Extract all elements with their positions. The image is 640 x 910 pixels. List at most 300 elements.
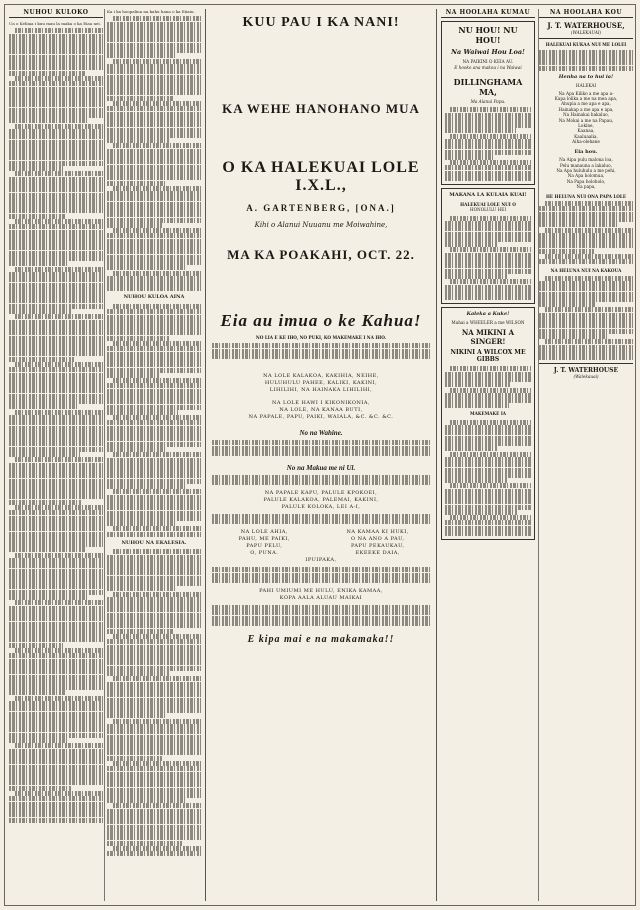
text-line bbox=[107, 809, 201, 814]
text-line bbox=[107, 650, 201, 655]
text-line bbox=[107, 43, 201, 48]
text-line bbox=[450, 216, 531, 221]
text-line bbox=[445, 263, 531, 268]
text-line bbox=[539, 334, 607, 339]
text-line bbox=[107, 138, 169, 143]
text-line bbox=[9, 733, 103, 738]
text-line bbox=[9, 71, 85, 76]
text-line bbox=[9, 452, 80, 457]
text-line bbox=[9, 325, 103, 330]
text-line bbox=[107, 244, 201, 249]
item-list bbox=[539, 91, 633, 145]
text-line bbox=[15, 553, 103, 558]
text-line bbox=[107, 788, 201, 793]
text-line bbox=[9, 754, 103, 759]
text-line bbox=[107, 463, 201, 468]
column-rule bbox=[104, 9, 105, 901]
text-line bbox=[107, 576, 201, 581]
text-line bbox=[113, 634, 201, 639]
text-line bbox=[9, 690, 65, 695]
text-line bbox=[450, 388, 531, 393]
text-line bbox=[445, 237, 531, 242]
text-line bbox=[107, 724, 201, 729]
halekuai-ad bbox=[441, 188, 535, 304]
text-line bbox=[9, 765, 103, 770]
text-line bbox=[107, 239, 201, 244]
text-line bbox=[450, 134, 531, 139]
text-line bbox=[9, 166, 63, 171]
text-line bbox=[445, 494, 531, 499]
text-line bbox=[9, 780, 103, 785]
list-line: PAHU, ME PAIKI, bbox=[238, 536, 291, 543]
text-line bbox=[107, 825, 201, 830]
ad-title: KUU PAU I KA NANI! bbox=[242, 15, 400, 30]
text-line bbox=[107, 431, 201, 436]
text-line bbox=[9, 659, 103, 664]
text-line bbox=[107, 218, 201, 223]
list-line: O, PUNA. bbox=[250, 550, 279, 557]
dense-text-block bbox=[212, 343, 430, 359]
text-line bbox=[107, 207, 201, 212]
text-line bbox=[9, 812, 103, 817]
column-local-news bbox=[9, 9, 103, 901]
text-line bbox=[9, 622, 103, 627]
text-line bbox=[107, 122, 201, 127]
text-line bbox=[9, 97, 103, 102]
text-line bbox=[107, 249, 201, 254]
text-line bbox=[445, 473, 531, 478]
text-line bbox=[9, 134, 103, 139]
text-line bbox=[212, 567, 430, 572]
text-line bbox=[107, 22, 201, 27]
text-line bbox=[545, 307, 633, 312]
text-line bbox=[107, 772, 201, 777]
list-line: NA PAPALE, PAPU, PAIKI, WAIALA, &C. &C. &C. bbox=[248, 414, 394, 421]
text-line bbox=[9, 494, 103, 499]
text-line bbox=[107, 814, 201, 819]
text-line bbox=[445, 113, 531, 118]
text-line bbox=[9, 87, 103, 92]
list-item: Na Apa Kiliko a me apa a- bbox=[558, 90, 614, 96]
text-line bbox=[9, 92, 103, 97]
text-line bbox=[113, 16, 201, 21]
list-item: Hainakap a me apa e apa, bbox=[558, 106, 614, 112]
text-line bbox=[9, 261, 68, 266]
text-line bbox=[15, 76, 103, 81]
text-line bbox=[107, 613, 201, 618]
text-line bbox=[445, 290, 531, 295]
text-line bbox=[539, 286, 633, 291]
text-line bbox=[107, 682, 201, 687]
text-line bbox=[15, 314, 103, 319]
text-line bbox=[9, 150, 103, 155]
ad-line: HONOLULU HEI bbox=[469, 207, 507, 213]
text-line bbox=[9, 595, 88, 600]
text-line bbox=[107, 841, 182, 846]
text-line bbox=[212, 440, 430, 445]
section-heading: HE HELUNA NUI ONA PAPA LOLE bbox=[545, 193, 627, 199]
text-line bbox=[539, 50, 633, 55]
text-line bbox=[9, 606, 103, 611]
list-item: Lokine, bbox=[578, 123, 594, 129]
text-line bbox=[445, 468, 531, 473]
text-line bbox=[9, 404, 77, 409]
text-line bbox=[107, 623, 201, 628]
ad-line: MAKEMAKE IA bbox=[469, 411, 507, 417]
text-line bbox=[107, 777, 201, 782]
list-line: O NA ANO A PAU, bbox=[350, 536, 405, 543]
store-name: DILLINGHAMA MA, bbox=[453, 76, 523, 97]
dense-text-block bbox=[445, 420, 531, 536]
text-line bbox=[107, 473, 201, 478]
two-column-list bbox=[212, 529, 430, 557]
text-line bbox=[107, 597, 201, 602]
text-line bbox=[445, 398, 531, 403]
text-line bbox=[113, 761, 201, 766]
text-line bbox=[445, 372, 531, 377]
text-line bbox=[107, 687, 201, 692]
text-line bbox=[9, 563, 103, 568]
text-line bbox=[107, 745, 201, 750]
text-line bbox=[9, 463, 103, 468]
text-line bbox=[445, 526, 531, 531]
text-line bbox=[107, 521, 175, 526]
list-line: NA LOLE HAWI I KIKONIKONIA, bbox=[271, 400, 371, 407]
text-line bbox=[9, 187, 103, 192]
list-line: PAPU PEKAUKAU, bbox=[350, 543, 405, 550]
dense-text-block bbox=[212, 567, 430, 583]
text-line bbox=[9, 388, 103, 393]
section-heading: NA HELUNA NUI NA KAKOUA bbox=[550, 268, 622, 274]
text-line bbox=[107, 399, 201, 404]
text-line bbox=[545, 339, 633, 344]
dense-text-block bbox=[445, 107, 531, 181]
text-line bbox=[107, 175, 201, 180]
text-line bbox=[9, 468, 103, 473]
text-line bbox=[9, 722, 103, 727]
text-line bbox=[107, 586, 177, 591]
text-line bbox=[445, 274, 507, 279]
text-line bbox=[445, 150, 531, 155]
text-line bbox=[107, 336, 170, 341]
text-line bbox=[107, 420, 201, 425]
text-line bbox=[113, 452, 201, 457]
text-line bbox=[9, 394, 103, 399]
text-line bbox=[9, 367, 103, 372]
text-line bbox=[9, 447, 103, 452]
text-line bbox=[9, 653, 103, 658]
text-line bbox=[107, 505, 201, 510]
text-line bbox=[450, 452, 531, 457]
list-item: Kaanaa, bbox=[577, 128, 595, 134]
text-line bbox=[445, 253, 531, 258]
text-line bbox=[9, 203, 103, 208]
text-line bbox=[9, 516, 103, 521]
text-line bbox=[107, 560, 201, 565]
text-line bbox=[9, 251, 103, 256]
text-line bbox=[107, 394, 201, 399]
text-line bbox=[107, 48, 201, 53]
column-header: NA HOOLAHA KOU bbox=[539, 9, 633, 18]
text-line bbox=[9, 298, 103, 303]
list-line: NA KAMAA KI HUKI, bbox=[346, 529, 409, 536]
text-line bbox=[445, 499, 531, 504]
text-line bbox=[9, 500, 82, 505]
text-line bbox=[107, 260, 201, 265]
text-line bbox=[212, 616, 430, 621]
text-line bbox=[107, 212, 201, 217]
text-line bbox=[445, 531, 531, 536]
text-line bbox=[107, 325, 201, 330]
text-line bbox=[107, 410, 178, 415]
proprietor: A. GARTENBERG, [ONA.] bbox=[246, 203, 396, 213]
dense-text-block bbox=[9, 28, 103, 822]
list-line: EKEEKE DAIA, bbox=[355, 550, 400, 557]
text-line bbox=[9, 113, 103, 118]
text-line bbox=[107, 442, 201, 447]
text-line bbox=[107, 851, 201, 856]
text-line bbox=[9, 49, 103, 54]
text-line bbox=[9, 198, 103, 203]
text-line bbox=[445, 478, 507, 483]
text-line bbox=[107, 740, 201, 745]
ad-title: NU HOU! NU HOU! bbox=[458, 25, 518, 45]
text-line bbox=[107, 96, 173, 101]
ad-line: HALEKUAI LOLE NUI O bbox=[460, 201, 516, 207]
text-line bbox=[539, 249, 594, 254]
text-line bbox=[107, 835, 201, 840]
text-line bbox=[107, 281, 201, 286]
text-line bbox=[107, 330, 201, 335]
text-line bbox=[9, 208, 103, 213]
text-line bbox=[445, 489, 531, 494]
list-line: NA LOLE KALAKOA, KAKIHIA, NEIHE, bbox=[263, 373, 379, 380]
column-news bbox=[107, 9, 201, 901]
text-line bbox=[9, 526, 103, 531]
text-line bbox=[450, 279, 531, 284]
text-line bbox=[9, 770, 103, 775]
list-line: NA LOLE AHIA, bbox=[240, 529, 288, 536]
text-line bbox=[212, 446, 430, 451]
text-line bbox=[113, 228, 201, 233]
dense-text-block bbox=[212, 475, 430, 485]
text-line bbox=[445, 425, 531, 430]
text-line bbox=[539, 238, 633, 243]
text-line bbox=[9, 489, 103, 494]
text-line bbox=[113, 549, 201, 554]
text-line bbox=[107, 85, 201, 90]
text-line bbox=[539, 281, 633, 286]
text-line bbox=[9, 235, 103, 240]
list-item: Ahupia a me apa e apa, bbox=[561, 101, 611, 107]
text-line bbox=[9, 330, 103, 335]
dense-text-block bbox=[445, 366, 531, 408]
merchant-name: J. T. WATERHOUSE bbox=[553, 367, 619, 375]
text-line bbox=[107, 655, 201, 660]
ad-line: NA PAIKINI O KEIA AU. bbox=[462, 59, 514, 64]
dense-text-block bbox=[539, 50, 633, 71]
ad-heading: KA WEHE HANOHANO MUA bbox=[222, 101, 420, 116]
text-line bbox=[107, 373, 160, 378]
text-line bbox=[107, 607, 201, 612]
text-line bbox=[445, 382, 510, 387]
text-line bbox=[9, 664, 103, 669]
text-line bbox=[107, 511, 201, 516]
list-item: Na Aipa pulu malona loa, bbox=[559, 157, 613, 163]
text-line bbox=[450, 107, 531, 112]
text-line bbox=[15, 28, 103, 33]
text-line bbox=[9, 39, 103, 44]
text-line bbox=[107, 645, 201, 650]
text-line bbox=[107, 458, 201, 463]
text-line bbox=[9, 415, 103, 420]
text-line bbox=[9, 802, 103, 807]
text-line bbox=[212, 480, 430, 485]
text-line bbox=[107, 735, 201, 740]
dense-text-block bbox=[107, 304, 201, 537]
text-line bbox=[15, 362, 103, 367]
text-line bbox=[9, 193, 103, 198]
text-line bbox=[445, 430, 531, 435]
text-line bbox=[445, 128, 516, 133]
text-line bbox=[445, 144, 531, 149]
text-line bbox=[9, 230, 103, 235]
dense-text-block bbox=[212, 514, 430, 524]
text-line bbox=[107, 165, 201, 170]
text-line bbox=[539, 297, 633, 302]
text-line bbox=[539, 329, 633, 334]
list-line: KOPA AALA ALUAU MAIKAI bbox=[279, 595, 363, 602]
text-line bbox=[107, 479, 201, 484]
merchant-sub: (WALEKAUAI) bbox=[570, 30, 602, 35]
list-item: Na papa, bbox=[576, 184, 596, 190]
text-line bbox=[9, 65, 103, 70]
text-line bbox=[212, 349, 430, 354]
text-line bbox=[9, 680, 103, 685]
text-line bbox=[9, 177, 103, 182]
text-line bbox=[107, 703, 201, 708]
list-line: PALULE KOLOKA, LEI A-I, bbox=[281, 504, 361, 511]
text-line bbox=[113, 143, 201, 148]
text-line bbox=[15, 124, 103, 129]
text-line bbox=[113, 592, 201, 597]
text-line bbox=[212, 343, 430, 348]
text-line bbox=[9, 796, 103, 801]
text-line bbox=[9, 727, 103, 732]
text-line bbox=[445, 403, 509, 408]
text-line bbox=[9, 584, 103, 589]
text-line bbox=[113, 304, 201, 309]
text-line bbox=[9, 224, 103, 229]
text-line bbox=[107, 106, 201, 111]
ad-line: E hooko ana makou i na Waiwai bbox=[454, 65, 522, 71]
text-line bbox=[539, 355, 633, 360]
text-line bbox=[9, 637, 103, 642]
text-line bbox=[9, 304, 103, 309]
text-line bbox=[9, 60, 103, 65]
text-line bbox=[15, 171, 103, 176]
text-line bbox=[212, 451, 430, 456]
text-line bbox=[539, 66, 633, 71]
list-item: Na Mokai a me na Papau, bbox=[558, 117, 614, 123]
list-line: NA PAPALE KAPU, PALULE KPOKOEI, bbox=[264, 490, 378, 497]
text-line bbox=[107, 793, 201, 798]
text-line bbox=[9, 775, 103, 780]
text-line bbox=[212, 475, 430, 480]
section-heading: No na Wahine. bbox=[299, 429, 343, 438]
text-line bbox=[545, 254, 633, 259]
text-line bbox=[9, 685, 103, 690]
text-line bbox=[113, 676, 201, 681]
text-line bbox=[450, 160, 531, 165]
text-line bbox=[450, 515, 531, 520]
text-line bbox=[9, 484, 103, 489]
text-line bbox=[15, 410, 103, 415]
text-line bbox=[107, 660, 201, 665]
text-line bbox=[9, 818, 103, 823]
text-line bbox=[113, 719, 201, 724]
text-line bbox=[9, 182, 103, 187]
text-line bbox=[107, 581, 201, 586]
item-list bbox=[539, 157, 633, 189]
text-line bbox=[9, 336, 103, 341]
text-line bbox=[9, 272, 103, 277]
text-line bbox=[107, 315, 201, 320]
text-line bbox=[9, 373, 103, 378]
text-line bbox=[9, 616, 103, 621]
text-line bbox=[9, 627, 103, 632]
text-line bbox=[539, 350, 633, 355]
list-item: Kaaluaalia, bbox=[574, 133, 598, 139]
text-line bbox=[9, 590, 103, 595]
text-line bbox=[9, 378, 103, 383]
text-line bbox=[539, 60, 633, 65]
text-line bbox=[9, 288, 103, 293]
text-line bbox=[9, 547, 85, 552]
ad-title: NIKINI A WILCOX ME GIBBS bbox=[450, 349, 526, 364]
mini-banner: NO LIA E KE IHO, NO PUKI, KO MAKEMAKE I NA IHO. bbox=[255, 335, 387, 340]
text-line bbox=[107, 570, 201, 575]
text-line bbox=[212, 610, 430, 615]
text-line bbox=[212, 605, 430, 610]
text-line bbox=[107, 159, 201, 164]
text-line bbox=[445, 457, 531, 462]
text-line bbox=[107, 698, 201, 703]
dense-text-block bbox=[445, 216, 531, 300]
text-line bbox=[212, 578, 430, 583]
text-line bbox=[9, 383, 103, 388]
text-line bbox=[107, 798, 186, 803]
text-line bbox=[9, 537, 103, 542]
text-line bbox=[107, 484, 185, 489]
column-header: NA HOOLAHA KUMAU bbox=[441, 9, 535, 18]
text-line bbox=[107, 389, 201, 394]
text-line bbox=[9, 129, 103, 134]
text-line bbox=[9, 579, 103, 584]
text-line bbox=[107, 756, 162, 761]
dense-text-block bbox=[107, 16, 201, 291]
divider bbox=[539, 363, 633, 364]
text-line bbox=[107, 750, 201, 755]
dillingham-ad bbox=[441, 21, 535, 185]
text-line bbox=[15, 267, 103, 272]
text-line bbox=[107, 133, 201, 138]
text-line bbox=[9, 558, 103, 563]
text-line bbox=[539, 233, 633, 238]
text-line bbox=[539, 217, 633, 222]
text-line bbox=[445, 505, 531, 510]
headline-call: Eia au imua o ke Kahua! bbox=[220, 311, 422, 330]
